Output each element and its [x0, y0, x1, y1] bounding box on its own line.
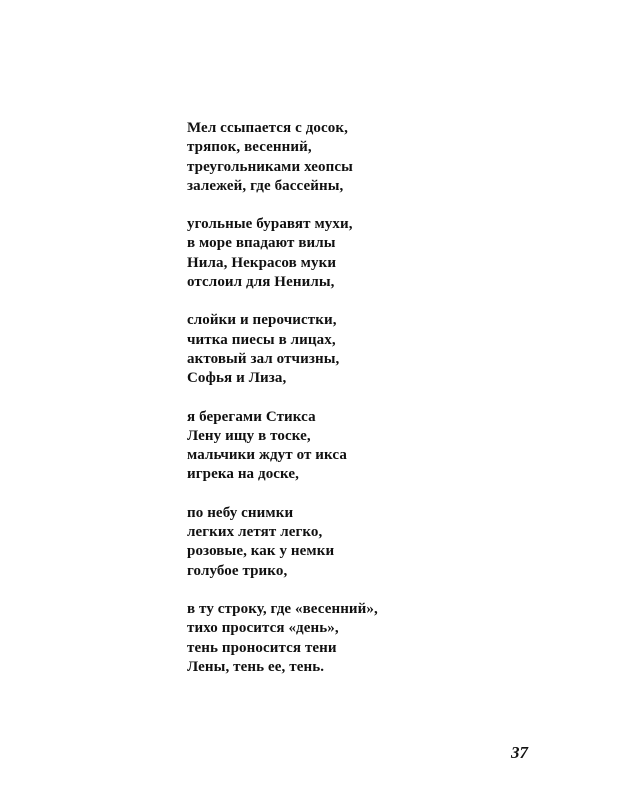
poem-line: залежей, где бассейны, [187, 177, 344, 194]
stanza-3 [187, 311, 447, 388]
poem-line: тихо просится «день», [187, 620, 339, 637]
poem-line: актовый зал отчизны, [187, 350, 340, 367]
poem-line: отслоил для Ненилы, [187, 274, 335, 291]
stanza-2 [187, 215, 447, 292]
poem-line: розовые, как у немки [187, 543, 335, 560]
poem-line: Лены, тень ее, тень. [187, 658, 325, 675]
poem-line: читка пиесы в лицах, [187, 331, 336, 348]
poem [187, 119, 447, 696]
poem-line: тень проносится тени [187, 639, 337, 656]
poem-line: в море впадают вилы [187, 235, 336, 252]
stanza-4 [187, 408, 447, 485]
poem-line: угольные буравят мухи, [187, 216, 353, 233]
poem-line: голубое трико, [187, 562, 288, 579]
poem-line: легких летят легко, [187, 524, 323, 541]
poem-line: слойки и перочистки, [187, 312, 337, 329]
stanza-1 [187, 119, 447, 196]
poem-line: я берегами Стикса [187, 408, 316, 425]
poem-line: тряпок, весенний, [187, 139, 312, 156]
poem-line: по небу снимки [187, 504, 294, 521]
poem-line: Нила, Некрасов муки [187, 254, 337, 271]
stanza-6 [187, 600, 447, 677]
poem-line: мальчики ждут от икса [187, 447, 347, 464]
poem-line: Мел ссыпается с досок, [187, 120, 348, 136]
poem-line: игрека на доске, [187, 466, 300, 483]
page-number: 37 [511, 743, 528, 762]
poem-line: треугольниками хеопсы [187, 158, 353, 175]
stanza-5 [187, 504, 447, 581]
poem-line: Лену ищу в тоске, [187, 427, 311, 444]
poem-line: в ту строку, где «весенний», [187, 600, 378, 617]
poem-line: Софья и Лиза, [187, 370, 287, 387]
